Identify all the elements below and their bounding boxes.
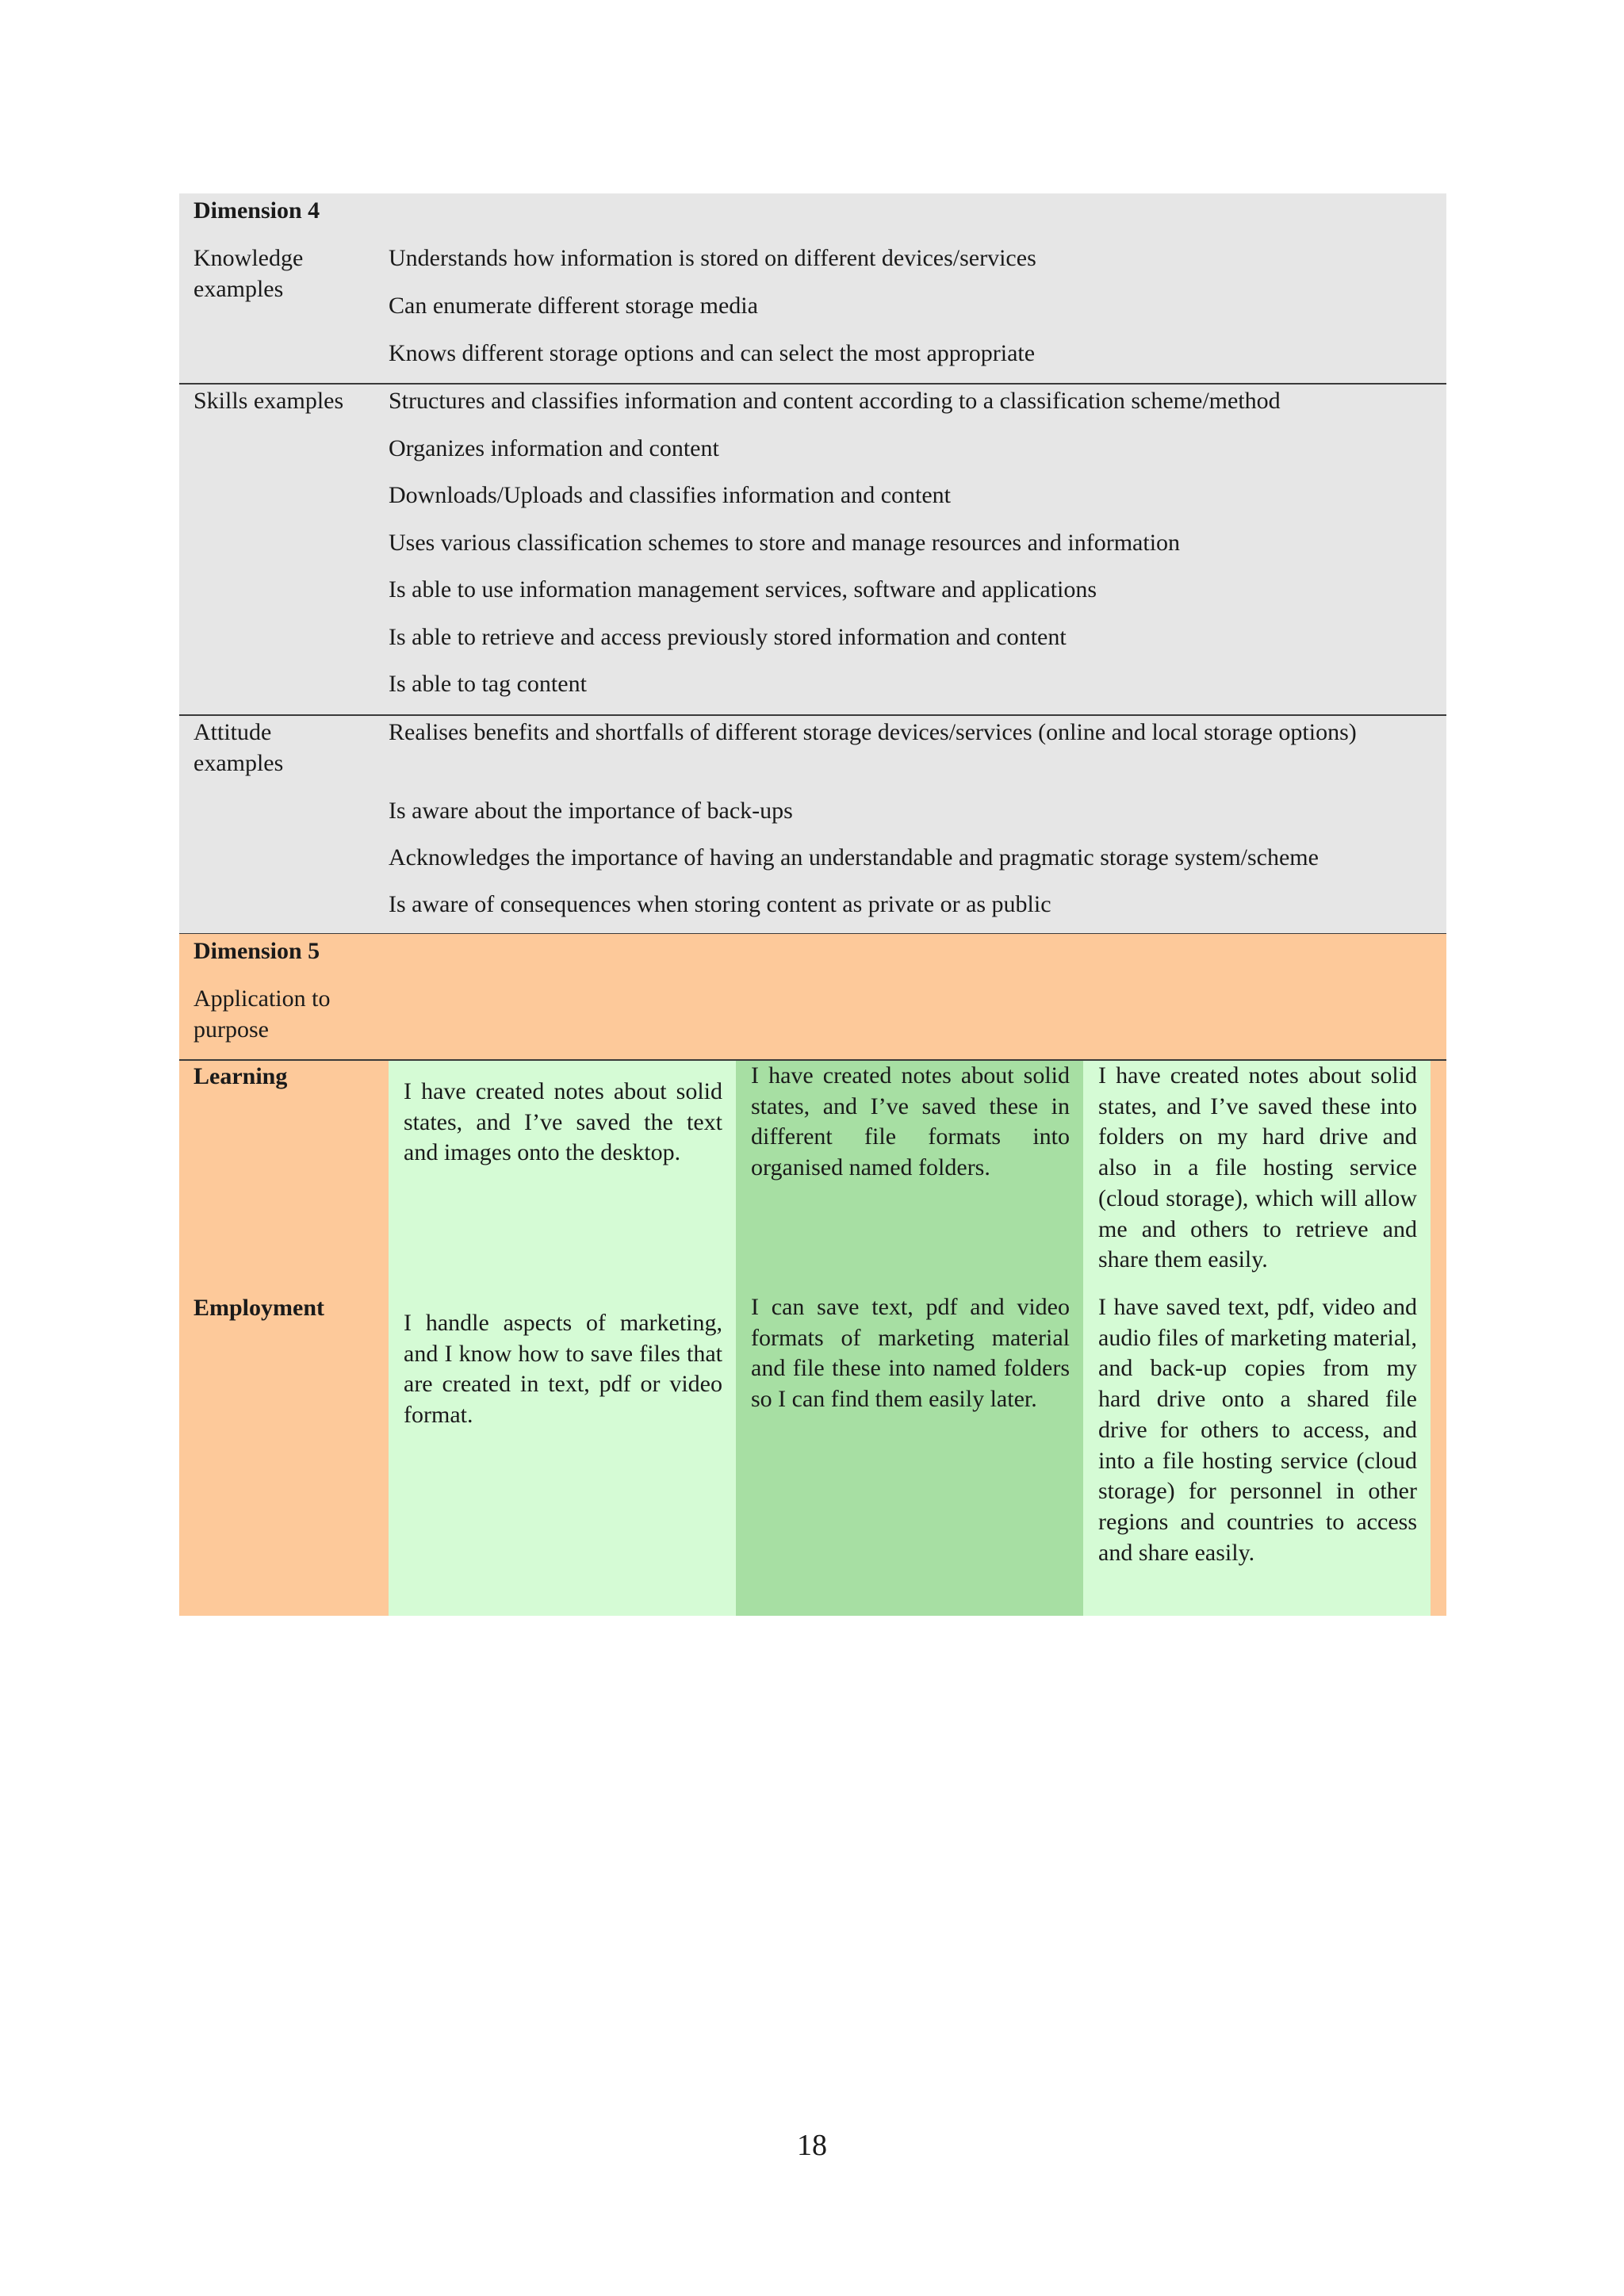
skills-item: Uses various classification schemes to store and manage resources and information: [389, 530, 1181, 556]
employment-label: Employment: [193, 1295, 324, 1321]
skills-item: Downloads/Uploads and classifies information and content: [389, 482, 952, 508]
knowledge-item: Can enumerate different storage media: [389, 293, 758, 319]
skills-item: Structures and classifies information and content according to a classification scheme/method: [389, 388, 1281, 414]
learning-cell: I have created notes about solid states, and I’ve saved the text and images onto the desktop.: [404, 1078, 722, 1166]
learning-cell: I have created notes about solid states, and I’ve saved these in different file formats into organised named folders.: [751, 1062, 1070, 1181]
skills-item: Is able to retrieve and access previously stored information and content: [389, 624, 1067, 650]
skills-examples-label: Skills examples: [193, 388, 344, 414]
knowledge-item: Understands how information is stored on different devices/services: [389, 245, 1036, 271]
attitude-examples-label: Attitude examples: [193, 719, 284, 776]
dimension-5-heading: Dimension 5: [193, 938, 320, 964]
employment-cell: I can save text, pdf and video formats of marketing material and file these into named folders so I can find them easily later.: [751, 1294, 1070, 1413]
dimension-4-heading: Dimension 4: [193, 197, 320, 224]
section-divider: [179, 714, 1446, 716]
skills-item: Organizes information and content: [389, 435, 719, 461]
learning-label: Learning: [193, 1063, 288, 1089]
learning-cell: I have created notes about solid states, and I’ve saved these into folders on my hard drive and also in a file hosting service (cloud storage), which will allow me and others to retrieve and share them easily.: [1098, 1062, 1417, 1273]
employment-cell: I have saved text, pdf, video and audio files of marketing material, and back-up copies from my hard drive onto a shared file drive for others to access, and into a file hosting service (cloud storage) for personnel in other regions and countries to access and share easily.: [1098, 1294, 1417, 1566]
attitude-item: Is aware about the importance of back-ups: [389, 798, 793, 824]
attitude-item: Realises benefits and shortfalls of different storage devices/services (online and local storage options): [389, 719, 1357, 745]
skills-item: Is able to tag content: [389, 671, 587, 697]
knowledge-item: Knows different storage options and can select the most appropriate: [389, 340, 1036, 366]
section-divider: [179, 383, 1446, 385]
knowledge-examples-label: Knowledge examples: [193, 245, 304, 302]
skills-item: Is able to use information management services, software and applications: [389, 576, 1097, 603]
application-to-purpose-label: Application to purpose: [193, 985, 331, 1043]
attitude-item: Acknowledges the importance of having an understandable and pragmatic storage system/scheme: [389, 844, 1319, 871]
attitude-item: Is aware of consequences when storing content as private or as public: [389, 891, 1051, 917]
page-number: 18: [797, 2129, 827, 2162]
employment-cell: I handle aspects of marketing, and I know how to save files that are created in text, pdf or video format.: [404, 1310, 722, 1429]
